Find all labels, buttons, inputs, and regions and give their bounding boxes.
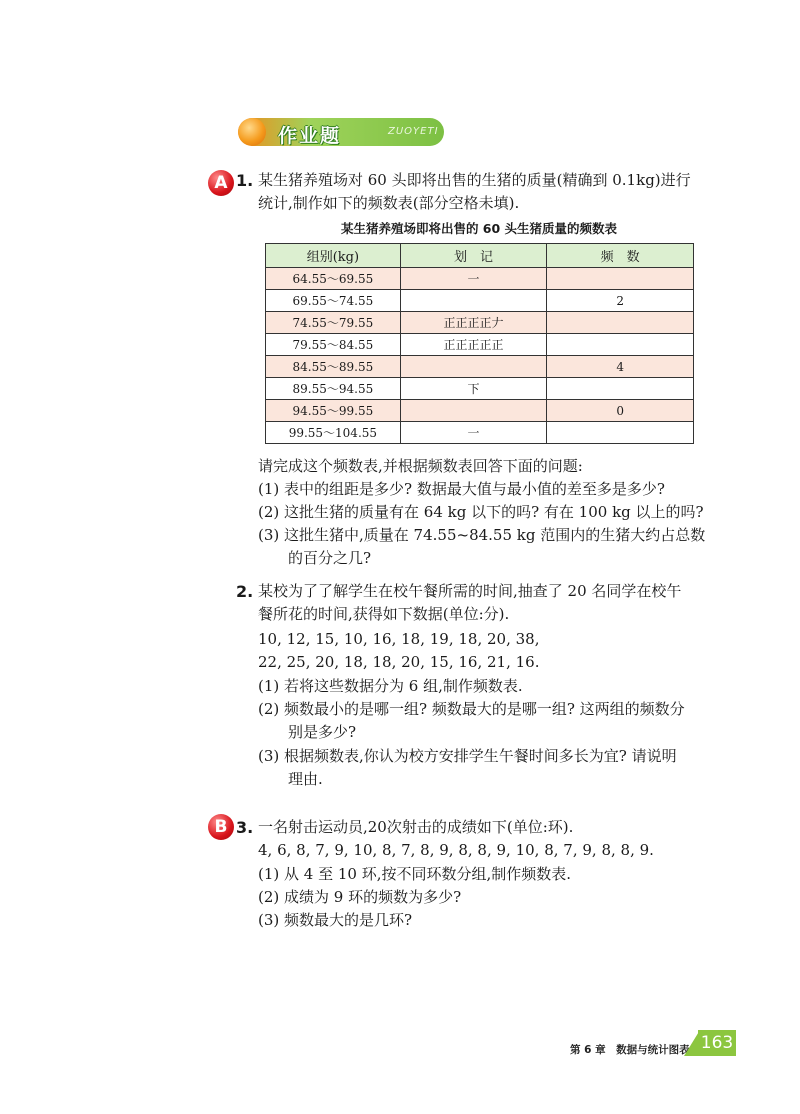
table-row — [266, 400, 694, 422]
cell-tally — [400, 290, 547, 312]
homework-banner — [238, 118, 444, 146]
cell-frequency: 2 — [547, 290, 694, 312]
table-row — [266, 422, 694, 444]
banner-title: 作业题 — [278, 125, 342, 146]
q2-data-line: 10, 12, 15, 10, 16, 18, 19, 18, 20, 38, — [258, 630, 540, 648]
table-row — [266, 312, 694, 334]
cell-tally — [400, 356, 547, 378]
cell-frequency: 4 — [547, 356, 694, 378]
q1-text-line: 某生猪养殖场对 60 头即将出售的生猪的质量(精确到 0.1kg)进行 — [258, 171, 691, 189]
cell-group: 99.55～104.55 — [266, 422, 401, 444]
table-row — [266, 334, 694, 356]
q1-sub-question: (2) 这批生猪的质量有在 64 kg 以下的吗? 有在 100 kg 以上的吗? — [258, 503, 704, 521]
q2-sub-question-cont: 别是多少? — [288, 723, 357, 741]
frequency-table — [265, 243, 694, 444]
header-tally: 划 记 — [400, 244, 547, 268]
cell-frequency — [547, 334, 694, 356]
q1-sub-question: (3) 这批生猪中,质量在 74.55~84.55 kg 范围内的生猪大约占总数 — [258, 526, 706, 544]
cell-group: 94.55～99.55 — [266, 400, 401, 422]
page-number: 163 — [698, 1030, 736, 1056]
q2-number: 2. — [236, 582, 254, 601]
q3-data-line: 4, 6, 8, 7, 9, 10, 8, 7, 8, 9, 8, 8, 9, 10, 8, 7, 9, 8, 8, 9. — [258, 841, 654, 859]
q3-sub-question: (3) 频数最大的是几环? — [258, 911, 413, 929]
q2-data-line: 22, 25, 20, 18, 18, 20, 15, 16, 21, 16. — [258, 653, 540, 671]
q3-number: 3. — [236, 818, 254, 837]
cell-group: 74.55～79.55 — [266, 312, 401, 334]
q1-sub-question: (1) 表中的组距是多少? 数据最大值与最小值的差至多是多少? — [258, 480, 665, 498]
table-row — [266, 356, 694, 378]
table-row — [266, 290, 694, 312]
cell-frequency — [547, 378, 694, 400]
cell-tally: 正正正正正 — [400, 334, 547, 356]
q2-sub-question: (2) 频数最小的是哪一组? 频数最大的是哪一组? 这两组的频数分 — [258, 700, 685, 718]
banner-pinyin: ZUOYETI — [388, 126, 439, 137]
q1-instruction: 请完成这个频数表,并根据频数表回答下面的问题: — [258, 457, 583, 475]
table-row — [266, 378, 694, 400]
cell-frequency: 0 — [547, 400, 694, 422]
cell-tally — [400, 400, 547, 422]
q2-sub-question: (3) 根据频数表,你认为校方安排学生午餐时间多长为宜? 请说明 — [258, 747, 677, 765]
q2-sub-question-cont: 理由. — [288, 770, 323, 788]
cell-frequency — [547, 268, 694, 290]
table-caption: 某生猪养殖场即将出售的 60 头生猪质量的频数表 — [340, 221, 618, 236]
q1-sub-question-cont: 的百分之几? — [288, 549, 372, 567]
cell-tally: 正正正正𠂇 — [400, 312, 547, 334]
q1-number: 1. — [236, 171, 254, 190]
level-b-badge-icon: B — [208, 814, 234, 840]
cell-frequency — [547, 422, 694, 444]
cell-group: 64.55～69.55 — [266, 268, 401, 290]
cell-frequency — [547, 312, 694, 334]
cell-group: 79.55～84.55 — [266, 334, 401, 356]
level-a-badge-icon: A — [208, 170, 234, 196]
chapter-label: 第 6 章 数据与统计图表 — [570, 1044, 690, 1056]
orange-orb-icon — [238, 118, 266, 146]
q2-text-line: 某校为了了解学生在校午餐所需的时间,抽查了 20 名同学在校午 — [258, 582, 682, 600]
q2-text-line: 餐所花的时间,获得如下数据(单位:分). — [258, 605, 510, 623]
cell-tally: 一 — [400, 268, 547, 290]
q3-text-line: 一名射击运动员,20次射击的成绩如下(单位:环). — [258, 818, 574, 836]
cell-tally: 下 — [400, 378, 547, 400]
cell-group: 89.55～94.55 — [266, 378, 401, 400]
q2-sub-question: (1) 若将这些数据分为 6 组,制作频数表. — [258, 677, 523, 695]
cell-group: 84.55～89.55 — [266, 356, 401, 378]
table-header-row — [266, 244, 694, 268]
header-group: 组别(kg) — [266, 244, 401, 268]
q3-sub-question: (2) 成绩为 9 环的频数为多少? — [258, 888, 462, 906]
q1-text-line: 统计,制作如下的频数表(部分空格未填). — [258, 194, 520, 212]
q3-sub-question: (1) 从 4 至 10 环,按不同环数分组,制作频数表. — [258, 865, 572, 883]
table-row — [266, 268, 694, 290]
cell-group: 69.55～74.55 — [266, 290, 401, 312]
cell-tally: 一 — [400, 422, 547, 444]
header-frequency: 频 数 — [547, 244, 694, 268]
